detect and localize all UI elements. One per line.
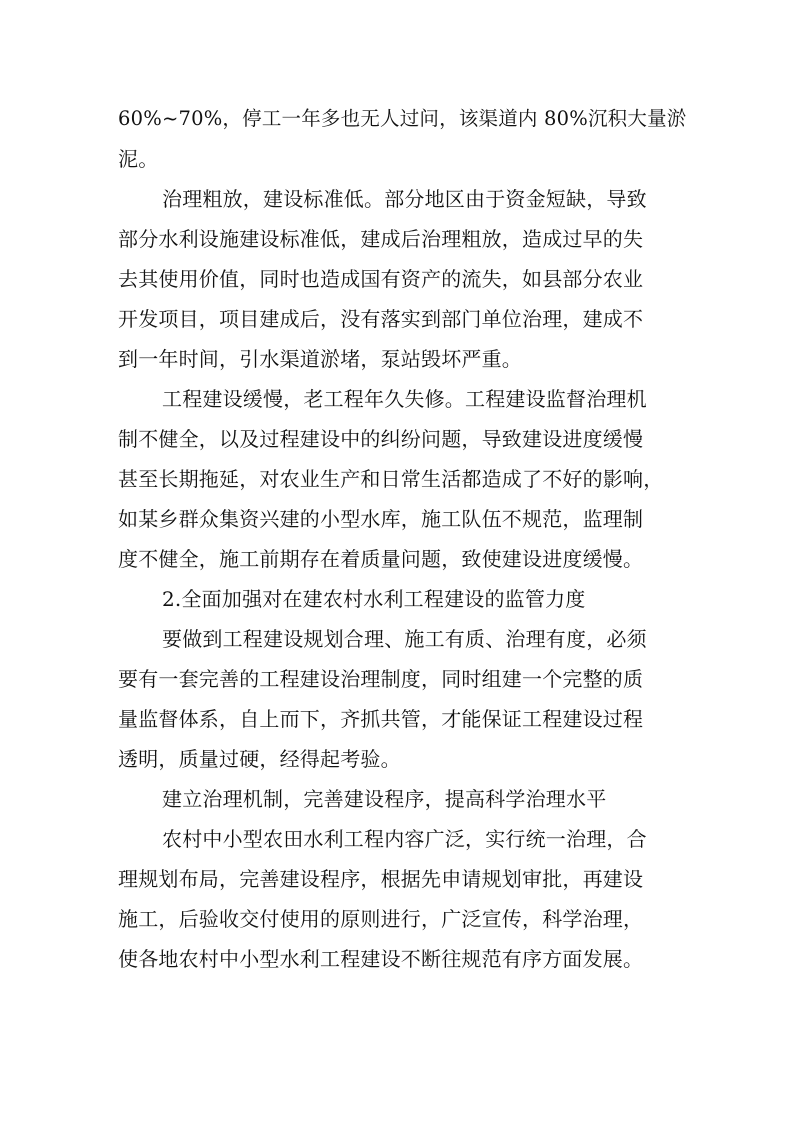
text-line: 泥。: [118, 147, 159, 171]
text-line: 治理粗放，建设标准低。部分地区由于资金短缺，导致: [162, 187, 647, 211]
text-line: 去其使用价值，同时也造成国有资产的流失，如县部分农业: [118, 267, 644, 291]
text-line: 农村中小型农田水利工程内容广泛，实行统一治理，合: [162, 827, 647, 851]
text-line: 建立治理机制，完善建设程序，提高科学治理水平: [162, 787, 607, 811]
text-line: 施工，后验收交付使用的原则进行，广泛宣传，科学治理，: [118, 907, 644, 931]
text-line: 部分水利设施建设标准低，建成后治理粗放，造成过早的失: [118, 227, 644, 251]
text-line: 如某乡群众集资兴建的小型水库，施工队伍不规范，监理制: [118, 507, 644, 531]
text-line: 2.全面加强对在建农村水利工程建设的监管力度: [162, 587, 586, 611]
text-line: 理规划布局，完善建设程序，根据先申请规划审批，再建设: [118, 867, 644, 891]
text-line: 60%~70%，停工一年多也无人过问，该渠道内 80%沉积大量淤: [118, 107, 687, 130]
text-line: 工程建设缓慢，老工程年久失修。工程建设监督治理机: [162, 387, 647, 411]
text-line: 量监督体系，自上而下，齐抓共管，才能保证工程建设过程: [118, 707, 644, 731]
text-line: 制不健全，以及过程建设中的纠纷问题，导致建设进度缓慢: [118, 427, 644, 451]
text-line: 使各地农村中小型水利工程建设不断往规范有序方面发展。: [118, 947, 644, 971]
text-line: 透明，质量过硬，经得起考验。: [118, 747, 401, 771]
document-body: [118, 99, 690, 979]
text-line: 开发项目，项目建成后，没有落实到部门单位治理，建成不: [118, 307, 644, 331]
text-line: 要有一套完善的工程建设治理制度，同时组建一个完整的质: [118, 667, 644, 691]
text-line: 到一年时间，引水渠道淤堵，泵站毁坏严重。: [118, 347, 522, 371]
text-line: 要做到工程建设规划合理、施工有质、治理有度，必须: [162, 627, 647, 651]
text-line: 甚至长期拖延，对农业生产和日常生活都造成了不好的影响，: [118, 467, 664, 491]
text-line: 度不健全，施工前期存在着质量问题，致使建设进度缓慢。: [118, 547, 644, 571]
